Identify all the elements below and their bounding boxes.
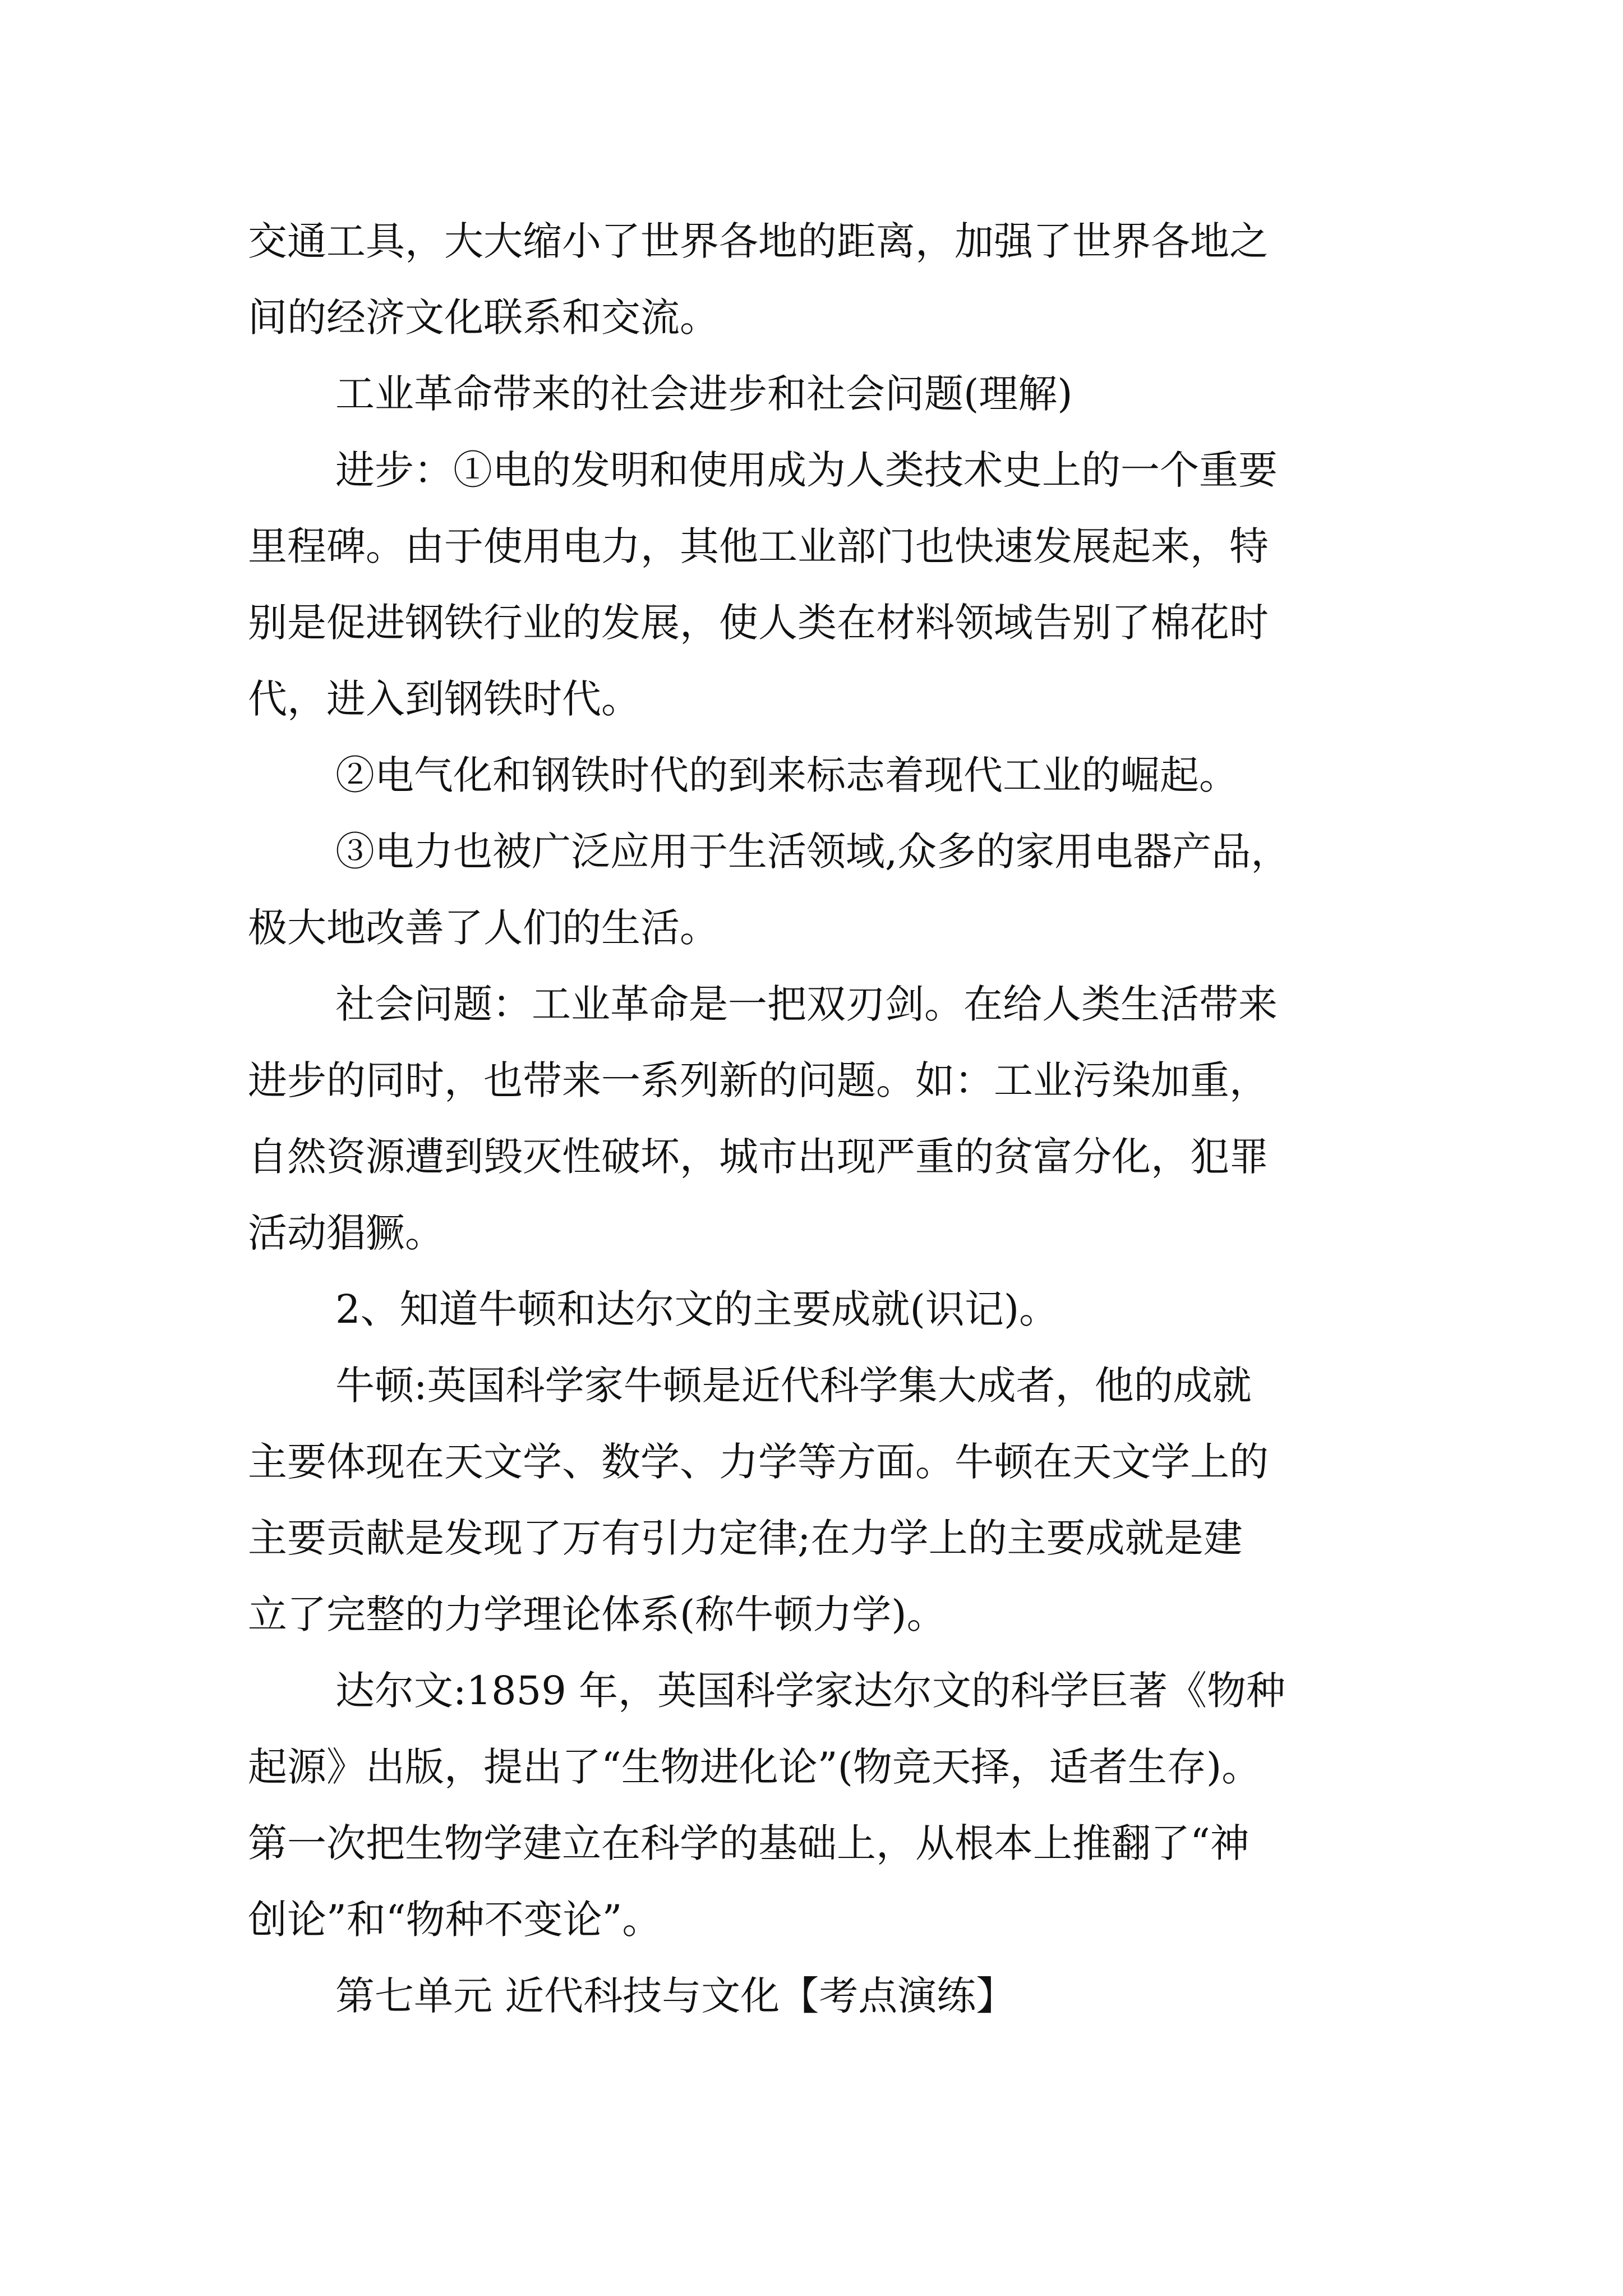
paragraph-line: 牛顿:英国科学家牛顿是近代科学集大成者，他的成就	[335, 1363, 1252, 1409]
text-line: 主要贡献是发现了万有引力定律;在力学上的主要成就是建	[248, 1515, 1243, 1561]
text-line: 间的经济文化联系和交流。	[248, 295, 719, 341]
section-heading: 工业革命带来的社会进步和社会问题(理解)	[335, 371, 1073, 417]
text-line: 别是促进钢铁行业的发展，使人类在材料领域告别了棉花时	[248, 600, 1269, 646]
text-line: 进步的同时，也带来一系列新的问题。如：工业污染加重，	[248, 1057, 1269, 1103]
paragraph-line: ③电力也被广泛应用于生活领域,众多的家用电器产品，	[335, 829, 1290, 875]
paragraph-line: 进步：①电的发明和使用成为人类技术史上的一个重要	[335, 447, 1278, 493]
paragraph-line: 达尔文:1859 年，英国科学家达尔文的科学巨著《物种	[335, 1668, 1285, 1714]
text-line: 自然资源遭到毁灭性破坏，城市出现严重的贫富分化，犯罪	[248, 1134, 1269, 1180]
unit-heading: 第七单元 近代科技与文化【考点演练】	[335, 1973, 1016, 2019]
text-line: 立了完整的力学理论体系(称牛顿力学)。	[248, 1591, 946, 1637]
paragraph-line: 社会问题：工业革命是一把双刃剑。在给人类生活带来	[335, 981, 1278, 1027]
text-line: 交通工具，大大缩小了世界各地的距离，加强了世界各地之	[248, 218, 1269, 264]
text-line: 里程碑。由于使用电力，其他工业部门也快速发展起来，特	[248, 523, 1269, 569]
text-line: 极大地改善了人们的生活。	[248, 905, 719, 951]
paragraph-line: ②电气化和钢铁时代的到来标志着现代工业的崛起。	[335, 752, 1238, 798]
text-line: 第一次把生物学建立在科学的基础上，从根本上推翻了“神	[248, 1820, 1249, 1866]
text-line: 代，进入到钢铁时代。	[248, 676, 640, 722]
text-line: 起源》出版，提出了“生物进化论”(物竞天择，适者生存)。	[248, 1744, 1261, 1790]
text-line: 主要体现在天文学、数学、力学等方面。牛顿在天文学上的	[248, 1439, 1269, 1485]
section-heading: 2、知道牛顿和达尔文的主要成就(识记)。	[335, 1286, 1059, 1332]
text-line: 创论”和“物种不变论”。	[248, 1897, 662, 1943]
text-line: 活动猖獗。	[248, 1210, 444, 1256]
